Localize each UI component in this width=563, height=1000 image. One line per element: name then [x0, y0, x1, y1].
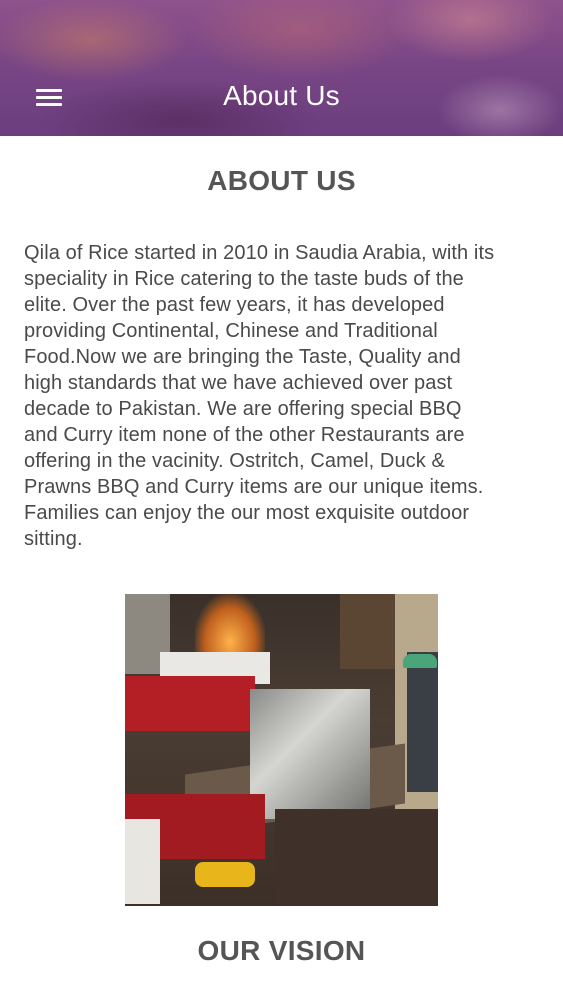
restaurant-coffee-counter-photo: [125, 594, 438, 906]
paragraph-line: Food.Now we are bringing the Taste, Quality and: [24, 346, 461, 368]
header-banner: [0, 0, 563, 136]
paragraph-line: and Curry item none of the other Restaurants are: [24, 424, 465, 446]
about-us-paragraph: [24, 240, 539, 552]
paragraph-line: Families can enjoy the our most exquisite outdoor: [24, 502, 470, 524]
page-title: About Us: [223, 80, 340, 111]
our-vision-heading: OUR VISION: [197, 935, 366, 966]
paragraph-line: sitting.: [24, 528, 83, 550]
paragraph-line: speciality in Rice catering to the taste buds of the: [24, 268, 464, 290]
about-us-heading: ABOUT US: [207, 165, 356, 196]
paragraph-line: offering in the vacinity. Ostritch, Camel, Duck &: [24, 450, 445, 472]
paragraph-line: Qila of Rice started in 2010 in Saudia Arabia, with its: [24, 242, 495, 264]
paragraph-line: decade to Pakistan. We are offering special BBQ: [24, 398, 462, 420]
paragraph-line: Prawns BBQ and Curry items are our unique items.: [24, 476, 484, 498]
paragraph-line: providing Continental, Chinese and Traditional: [24, 320, 438, 342]
paragraph-line: high standards that we have achieved over past: [24, 372, 453, 394]
paragraph-line: elite. Over the past few years, it has developed: [24, 294, 445, 316]
